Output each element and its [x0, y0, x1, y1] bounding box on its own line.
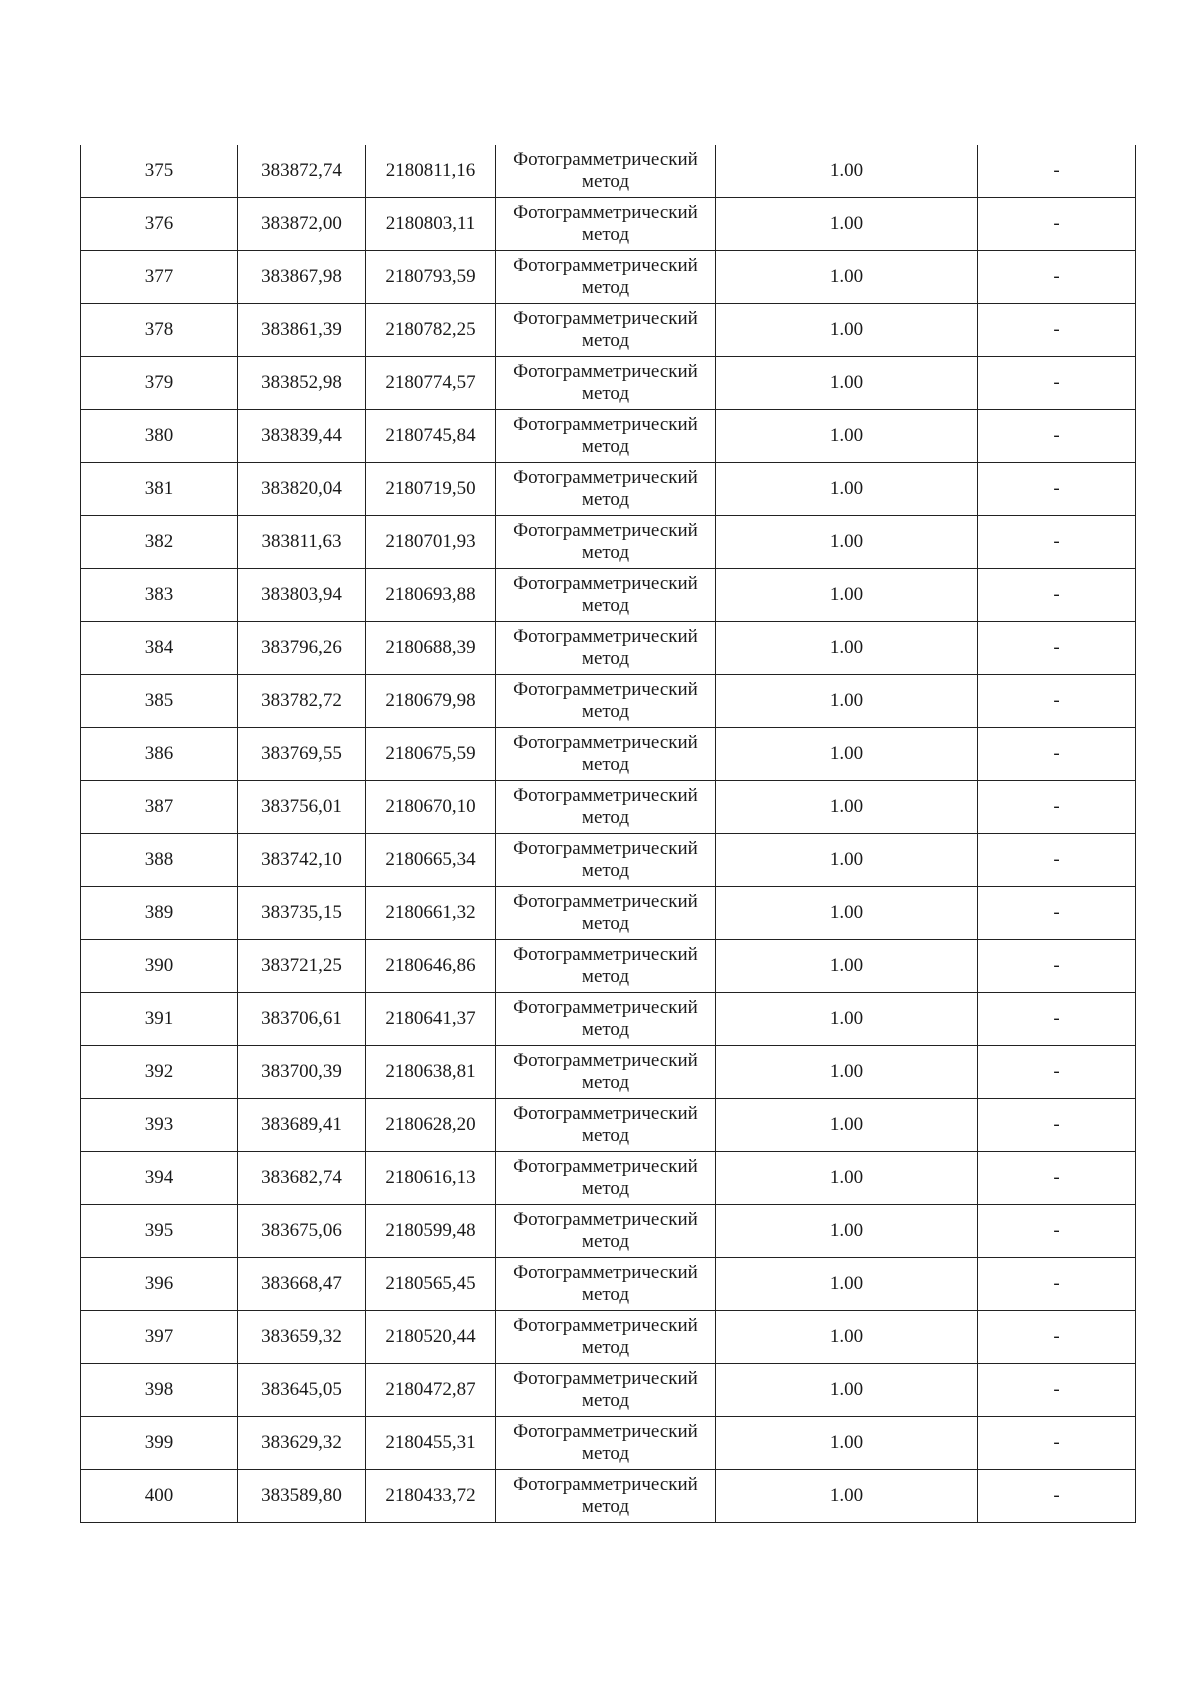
x-coordinate-cell: 383867,98 — [238, 251, 366, 304]
x-coordinate-cell: 383668,47 — [238, 1258, 366, 1311]
x-coordinate-cell: 383706,61 — [238, 993, 366, 1046]
accuracy-cell: 1.00 — [716, 463, 978, 516]
y-coordinate-cell: 2180803,11 — [366, 198, 496, 251]
x-coordinate-cell: 383803,94 — [238, 569, 366, 622]
method-cell — [496, 410, 716, 463]
note-cell: - — [978, 781, 1136, 834]
point-number-cell: 394 — [81, 1152, 238, 1205]
note-cell: - — [978, 463, 1136, 516]
table-row — [81, 887, 1136, 940]
method-text: Фотограмметрический метод — [513, 149, 698, 192]
y-coordinate-cell: 2180641,37 — [366, 993, 496, 1046]
point-number-cell: 393 — [81, 1099, 238, 1152]
accuracy-cell: 1.00 — [716, 834, 978, 887]
accuracy-cell: 1.00 — [716, 304, 978, 357]
table-row — [81, 622, 1136, 675]
note-cell: - — [978, 1417, 1136, 1470]
method-cell — [496, 781, 716, 834]
method-cell — [496, 622, 716, 675]
x-coordinate-cell: 383645,05 — [238, 1364, 366, 1417]
y-coordinate-cell: 2180455,31 — [366, 1417, 496, 1470]
note-cell: - — [978, 1205, 1136, 1258]
note-cell: - — [978, 1046, 1136, 1099]
note-cell: - — [978, 887, 1136, 940]
accuracy-cell: 1.00 — [716, 1046, 978, 1099]
x-coordinate-cell: 383721,25 — [238, 940, 366, 993]
point-number-cell: 376 — [81, 198, 238, 251]
method-cell — [496, 516, 716, 569]
table-row — [81, 1311, 1136, 1364]
table-row — [81, 516, 1136, 569]
y-coordinate-cell: 2180628,20 — [366, 1099, 496, 1152]
accuracy-cell: 1.00 — [716, 516, 978, 569]
point-number-cell: 388 — [81, 834, 238, 887]
y-coordinate-cell: 2180599,48 — [366, 1205, 496, 1258]
table-row — [81, 569, 1136, 622]
method-text: Фотограмметрический метод — [513, 1050, 698, 1093]
method-cell — [496, 993, 716, 1046]
method-text: Фотограмметрический метод — [513, 1368, 698, 1411]
accuracy-cell: 1.00 — [716, 1311, 978, 1364]
point-number-cell: 395 — [81, 1205, 238, 1258]
y-coordinate-cell: 2180693,88 — [366, 569, 496, 622]
method-cell — [496, 1205, 716, 1258]
x-coordinate-cell: 383782,72 — [238, 675, 366, 728]
note-cell: - — [978, 834, 1136, 887]
x-coordinate-cell: 383675,06 — [238, 1205, 366, 1258]
method-text: Фотограмметрический метод — [513, 520, 698, 563]
note-cell: - — [978, 357, 1136, 410]
y-coordinate-cell: 2180433,72 — [366, 1470, 496, 1523]
point-number-cell: 379 — [81, 357, 238, 410]
method-cell — [496, 145, 716, 198]
accuracy-cell: 1.00 — [716, 1205, 978, 1258]
method-text: Фотограмметрический метод — [513, 785, 698, 828]
table-row — [81, 834, 1136, 887]
method-text: Фотограмметрический метод — [513, 1156, 698, 1199]
note-cell: - — [978, 1364, 1136, 1417]
accuracy-cell: 1.00 — [716, 887, 978, 940]
table-row — [81, 1152, 1136, 1205]
table-row — [81, 728, 1136, 781]
y-coordinate-cell: 2180646,86 — [366, 940, 496, 993]
table-row — [81, 1099, 1136, 1152]
method-cell — [496, 887, 716, 940]
method-text: Фотограмметрический метод — [513, 1262, 698, 1305]
note-cell: - — [978, 569, 1136, 622]
table-row — [81, 1258, 1136, 1311]
method-text: Фотограмметрический метод — [513, 679, 698, 722]
note-cell: - — [978, 1152, 1136, 1205]
y-coordinate-cell: 2180679,98 — [366, 675, 496, 728]
point-number-cell: 391 — [81, 993, 238, 1046]
table-row — [81, 940, 1136, 993]
y-coordinate-cell: 2180811,16 — [366, 145, 496, 198]
point-number-cell: 378 — [81, 304, 238, 357]
x-coordinate-cell: 383852,98 — [238, 357, 366, 410]
y-coordinate-cell: 2180719,50 — [366, 463, 496, 516]
note-cell: - — [978, 145, 1136, 198]
method-cell — [496, 675, 716, 728]
method-cell — [496, 1258, 716, 1311]
method-text: Фотограмметрический метод — [513, 838, 698, 881]
point-number-cell: 381 — [81, 463, 238, 516]
y-coordinate-cell: 2180782,25 — [366, 304, 496, 357]
method-cell — [496, 304, 716, 357]
method-text: Фотограмметрический метод — [513, 626, 698, 669]
table-row — [81, 1205, 1136, 1258]
y-coordinate-cell: 2180661,32 — [366, 887, 496, 940]
table-row — [81, 145, 1136, 198]
method-cell — [496, 1470, 716, 1523]
note-cell: - — [978, 1311, 1136, 1364]
table-row — [81, 410, 1136, 463]
x-coordinate-cell: 383756,01 — [238, 781, 366, 834]
y-coordinate-cell: 2180472,87 — [366, 1364, 496, 1417]
note-cell: - — [978, 993, 1136, 1046]
y-coordinate-cell: 2180520,44 — [366, 1311, 496, 1364]
accuracy-cell: 1.00 — [716, 675, 978, 728]
note-cell: - — [978, 516, 1136, 569]
point-number-cell: 397 — [81, 1311, 238, 1364]
y-coordinate-cell: 2180793,59 — [366, 251, 496, 304]
y-coordinate-cell: 2180638,81 — [366, 1046, 496, 1099]
method-text: Фотограмметрический метод — [513, 1103, 698, 1146]
method-cell — [496, 357, 716, 410]
point-number-cell: 387 — [81, 781, 238, 834]
method-cell — [496, 940, 716, 993]
accuracy-cell: 1.00 — [716, 145, 978, 198]
method-cell — [496, 251, 716, 304]
method-cell — [496, 1311, 716, 1364]
x-coordinate-cell: 383682,74 — [238, 1152, 366, 1205]
point-number-cell: 382 — [81, 516, 238, 569]
x-coordinate-cell: 383742,10 — [238, 834, 366, 887]
x-coordinate-cell: 383872,74 — [238, 145, 366, 198]
point-number-cell: 396 — [81, 1258, 238, 1311]
accuracy-cell: 1.00 — [716, 569, 978, 622]
method-text: Фотограмметрический метод — [513, 308, 698, 351]
method-cell — [496, 1046, 716, 1099]
method-text: Фотограмметрический метод — [513, 255, 698, 298]
method-text: Фотограмметрический метод — [513, 732, 698, 775]
y-coordinate-cell: 2180675,59 — [366, 728, 496, 781]
accuracy-cell: 1.00 — [716, 410, 978, 463]
x-coordinate-cell: 383659,32 — [238, 1311, 366, 1364]
accuracy-cell: 1.00 — [716, 993, 978, 1046]
accuracy-cell: 1.00 — [716, 1258, 978, 1311]
note-cell: - — [978, 251, 1136, 304]
table-row — [81, 675, 1136, 728]
table-row — [81, 1417, 1136, 1470]
method-cell — [496, 198, 716, 251]
method-text: Фотограмметрический метод — [513, 891, 698, 934]
x-coordinate-cell: 383861,39 — [238, 304, 366, 357]
x-coordinate-cell: 383689,41 — [238, 1099, 366, 1152]
method-text: Фотограмметрический метод — [513, 944, 698, 987]
method-cell — [496, 1417, 716, 1470]
x-coordinate-cell: 383839,44 — [238, 410, 366, 463]
x-coordinate-cell: 383872,00 — [238, 198, 366, 251]
table-row — [81, 463, 1136, 516]
point-number-cell: 392 — [81, 1046, 238, 1099]
accuracy-cell: 1.00 — [716, 198, 978, 251]
x-coordinate-cell: 383629,32 — [238, 1417, 366, 1470]
accuracy-cell: 1.00 — [716, 1470, 978, 1523]
point-number-cell: 375 — [81, 145, 238, 198]
accuracy-cell: 1.00 — [716, 1364, 978, 1417]
table-row — [81, 1470, 1136, 1523]
method-cell — [496, 1364, 716, 1417]
table-row — [81, 198, 1136, 251]
method-text: Фотограмметрический метод — [513, 361, 698, 404]
point-number-cell: 380 — [81, 410, 238, 463]
method-cell — [496, 1099, 716, 1152]
note-cell: - — [978, 198, 1136, 251]
accuracy-cell: 1.00 — [716, 1152, 978, 1205]
note-cell: - — [978, 622, 1136, 675]
y-coordinate-cell: 2180565,45 — [366, 1258, 496, 1311]
point-number-cell: 383 — [81, 569, 238, 622]
accuracy-cell: 1.00 — [716, 1417, 978, 1470]
method-text: Фотограмметрический метод — [513, 1421, 698, 1464]
table-row — [81, 993, 1136, 1046]
accuracy-cell: 1.00 — [716, 781, 978, 834]
method-cell — [496, 834, 716, 887]
method-text: Фотограмметрический метод — [513, 1209, 698, 1252]
method-text: Фотограмметрический метод — [513, 202, 698, 245]
y-coordinate-cell: 2180745,84 — [366, 410, 496, 463]
x-coordinate-cell: 383735,15 — [238, 887, 366, 940]
point-number-cell: 399 — [81, 1417, 238, 1470]
method-cell — [496, 463, 716, 516]
point-number-cell: 389 — [81, 887, 238, 940]
method-text: Фотограмметрический метод — [513, 414, 698, 457]
y-coordinate-cell: 2180670,10 — [366, 781, 496, 834]
method-cell — [496, 569, 716, 622]
point-number-cell: 385 — [81, 675, 238, 728]
x-coordinate-cell: 383700,39 — [238, 1046, 366, 1099]
table-row — [81, 304, 1136, 357]
x-coordinate-cell: 383811,63 — [238, 516, 366, 569]
accuracy-cell: 1.00 — [716, 251, 978, 304]
note-cell: - — [978, 1470, 1136, 1523]
table-row — [81, 357, 1136, 410]
coordinates-table — [80, 145, 1136, 1523]
y-coordinate-cell: 2180688,39 — [366, 622, 496, 675]
x-coordinate-cell: 383820,04 — [238, 463, 366, 516]
method-text: Фотограмметрический метод — [513, 997, 698, 1040]
point-number-cell: 377 — [81, 251, 238, 304]
method-cell — [496, 1152, 716, 1205]
note-cell: - — [978, 1099, 1136, 1152]
point-number-cell: 390 — [81, 940, 238, 993]
y-coordinate-cell: 2180616,13 — [366, 1152, 496, 1205]
method-text: Фотограмметрический метод — [513, 573, 698, 616]
note-cell: - — [978, 304, 1136, 357]
method-text: Фотограмметрический метод — [513, 1315, 698, 1358]
y-coordinate-cell: 2180665,34 — [366, 834, 496, 887]
note-cell: - — [978, 410, 1136, 463]
accuracy-cell: 1.00 — [716, 728, 978, 781]
note-cell: - — [978, 675, 1136, 728]
point-number-cell: 384 — [81, 622, 238, 675]
accuracy-cell: 1.00 — [716, 940, 978, 993]
y-coordinate-cell: 2180701,93 — [366, 516, 496, 569]
x-coordinate-cell: 383589,80 — [238, 1470, 366, 1523]
x-coordinate-cell: 383769,55 — [238, 728, 366, 781]
note-cell: - — [978, 940, 1136, 993]
table-row — [81, 1046, 1136, 1099]
point-number-cell: 400 — [81, 1470, 238, 1523]
y-coordinate-cell: 2180774,57 — [366, 357, 496, 410]
x-coordinate-cell: 383796,26 — [238, 622, 366, 675]
method-cell — [496, 728, 716, 781]
accuracy-cell: 1.00 — [716, 1099, 978, 1152]
point-number-cell: 398 — [81, 1364, 238, 1417]
table-row — [81, 251, 1136, 304]
note-cell: - — [978, 728, 1136, 781]
method-text: Фотограмметрический метод — [513, 467, 698, 510]
table-row — [81, 1364, 1136, 1417]
accuracy-cell: 1.00 — [716, 357, 978, 410]
point-number-cell: 386 — [81, 728, 238, 781]
table-body — [81, 145, 1136, 1523]
table-row — [81, 781, 1136, 834]
method-text: Фотограмметрический метод — [513, 1474, 698, 1517]
note-cell: - — [978, 1258, 1136, 1311]
accuracy-cell: 1.00 — [716, 622, 978, 675]
